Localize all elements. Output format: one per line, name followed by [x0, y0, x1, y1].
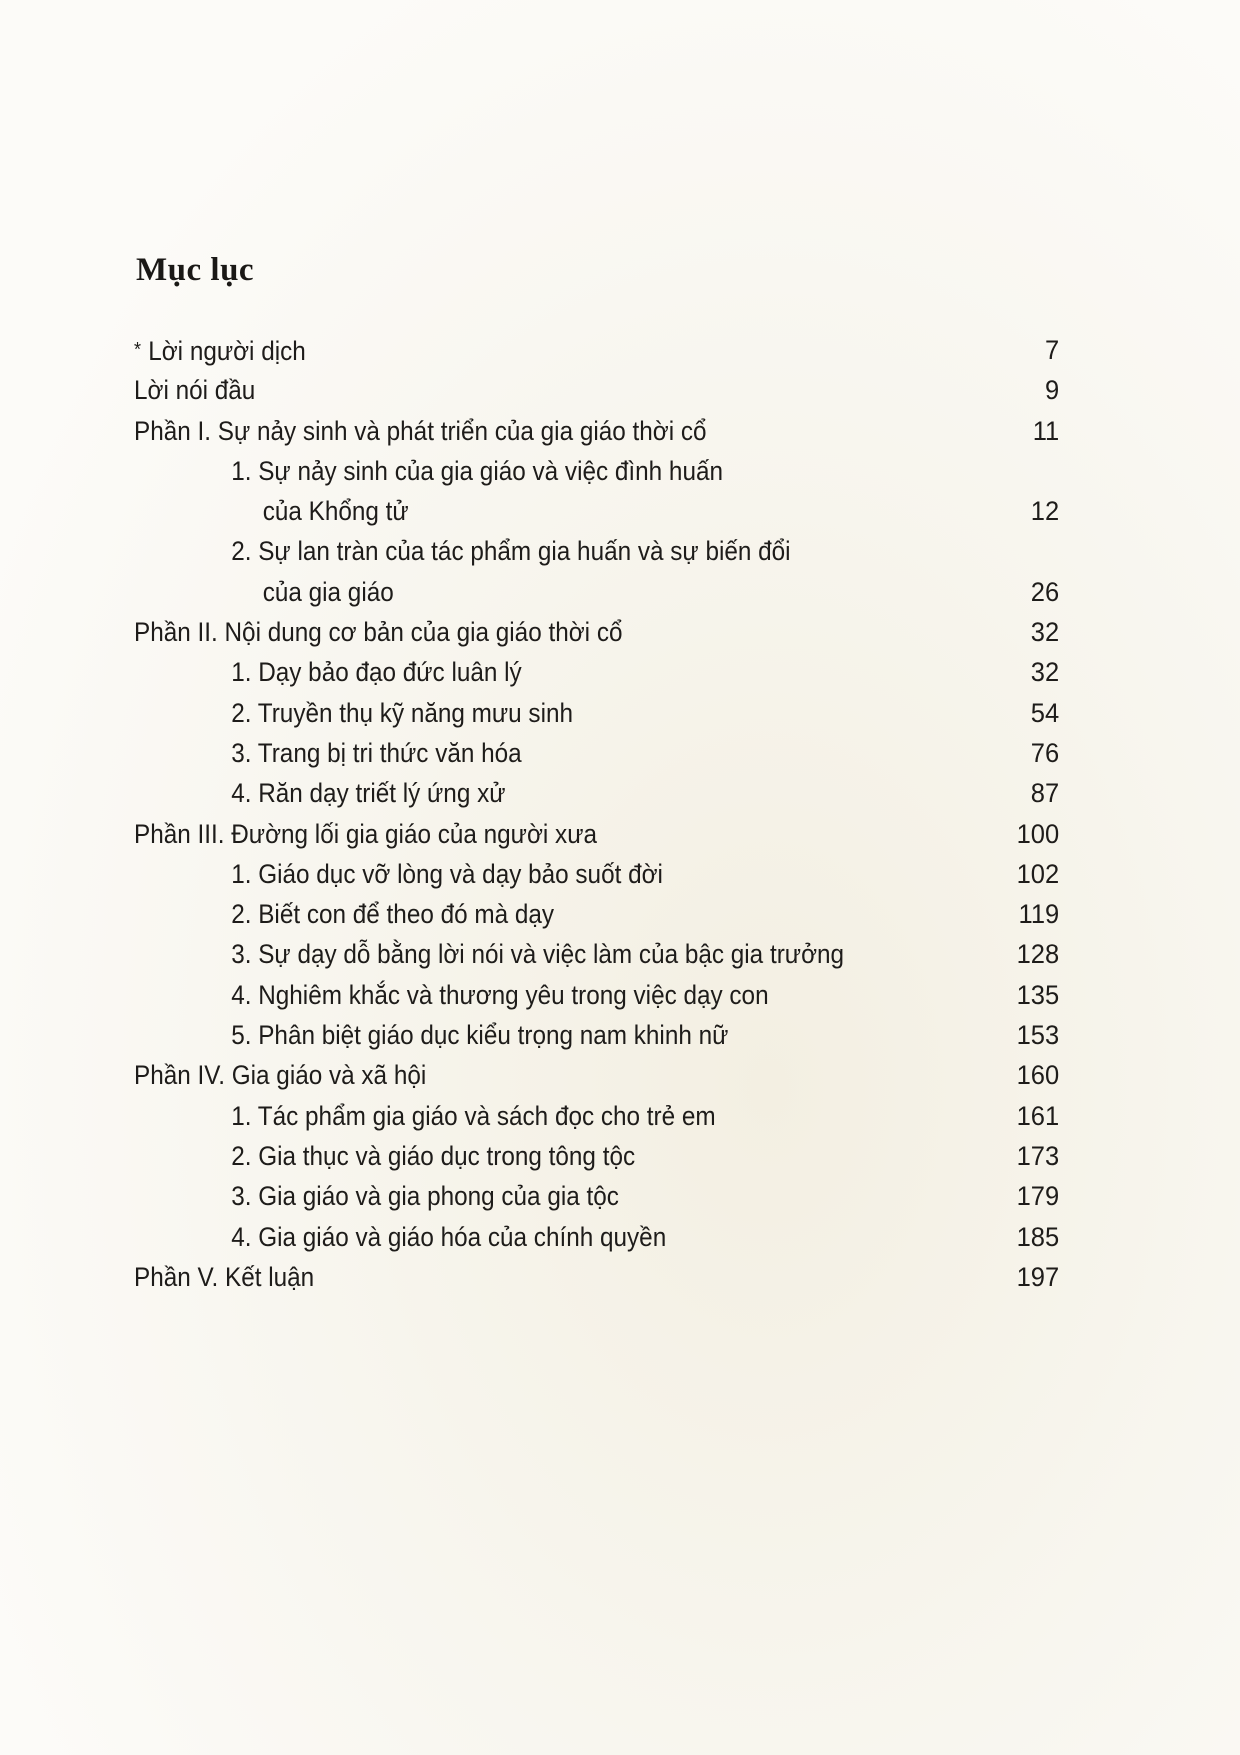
toc-entry-title: của Khổng tử	[262, 496, 409, 527]
toc-entry-title: 1. Tác phẩm gia giáo và sách đọc cho trẻ em	[231, 1100, 716, 1131]
toc-entry	[134, 1015, 1060, 1055]
toc-entry-title: Phần II. Nội dung cơ bản của gia giáo thời cổ	[134, 617, 623, 648]
toc-page-number: 32	[1030, 617, 1060, 648]
table-of-contents	[134, 330, 1062, 1297]
toc-entry	[134, 491, 1060, 531]
toc-page-number: 185	[1016, 1221, 1060, 1252]
toc-entry	[134, 854, 1060, 894]
toc-page-number: 11	[1032, 415, 1060, 446]
toc-entry-title: Phần V. Kết luận	[134, 1261, 315, 1292]
toc-entry-title: Phần IV. Gia giáo và xã hội	[134, 1060, 427, 1091]
toc-page-number: 12	[1030, 496, 1060, 527]
toc-entry-title: Phần III. Đường lối gia giáo của người xưa	[134, 818, 597, 849]
toc-entry	[134, 652, 1060, 692]
toc-entry-title: 5. Phân biệt giáo dục kiểu trọng nam khinh nữ	[231, 1020, 729, 1051]
toc-entry-title: 4. Nghiêm khắc và thương yêu trong việc dạy con	[231, 979, 769, 1010]
toc-entry-title: 1. Giáo dục vỡ lòng và dạy bảo suốt đời	[231, 858, 663, 889]
toc-entry	[134, 814, 1060, 854]
toc-entry	[134, 531, 969, 571]
toc-entry	[134, 370, 1060, 410]
toc-entry	[134, 1257, 1060, 1297]
toc-page-number: 76	[1030, 737, 1060, 768]
toc-entry-title: của gia giáo	[262, 576, 394, 607]
toc-entry	[134, 693, 1060, 733]
toc-page-number: 179	[1016, 1181, 1060, 1212]
toc-page-number: 135	[1016, 979, 1060, 1010]
toc-entry-title: 3. Sự dạy dỗ bằng lời nói và việc làm của bậc gia trưởng	[231, 939, 845, 970]
toc-entry-title: 4. Gia giáo và giáo hóa của chính quyền	[231, 1221, 667, 1252]
toc-entry	[134, 1136, 1060, 1176]
toc-entry-title: Lời nói đầu	[134, 375, 256, 406]
toc-page-number: 161	[1016, 1100, 1060, 1131]
toc-page-number: 173	[1016, 1140, 1060, 1171]
toc-entry-title: 1. Sự nảy sinh của gia giáo và việc đình huấn	[231, 455, 723, 486]
toc-entry-title: 4. Răn dạy triết lý ứng xử	[231, 778, 506, 809]
toc-entry-title: 2. Truyền thụ kỹ năng mưu sinh	[231, 697, 574, 728]
toc-page-number: 32	[1030, 657, 1060, 688]
toc-entry-title: Lời người dịch	[148, 336, 306, 366]
toc-page-number: 128	[1016, 939, 1060, 970]
toc-entry-title: Phần I. Sự nảy sinh và phát triển của gia giáo thời cổ	[134, 415, 707, 446]
toc-entry	[134, 451, 969, 491]
toc-page-number: 9	[1044, 375, 1060, 406]
asterisk-marker: *	[134, 339, 142, 361]
toc-entry	[134, 330, 1060, 370]
toc-page-number: 87	[1030, 778, 1060, 809]
page-title: Mục lục	[136, 252, 255, 288]
toc-entry	[134, 612, 1060, 652]
toc-entry-title: 3. Trang bị tri thức văn hóa	[231, 737, 522, 768]
toc-entry	[134, 572, 1060, 612]
toc-entry-title: 2. Gia thục và giáo dục trong tông tộc	[231, 1140, 636, 1171]
toc-page-number: 160	[1016, 1060, 1060, 1091]
toc-entry	[134, 934, 1060, 974]
toc-page-number: 100	[1016, 818, 1060, 849]
toc-page-number: 153	[1016, 1020, 1060, 1051]
toc-entry	[134, 1096, 1060, 1136]
toc-entry	[134, 894, 1060, 934]
toc-page-number: 102	[1016, 858, 1060, 889]
toc-entry	[134, 1217, 1060, 1257]
toc-page-number: 119	[1018, 899, 1060, 930]
toc-page-number: 26	[1030, 576, 1060, 607]
toc-page-number: 54	[1030, 697, 1060, 728]
toc-entry	[134, 975, 1060, 1015]
toc-entry-title: 1. Dạy bảo đạo đức luân lý	[231, 657, 522, 688]
toc-entry	[134, 411, 1060, 451]
toc-entry	[134, 1176, 1060, 1216]
toc-page-number: 7	[1044, 335, 1060, 365]
toc-page-number: 197	[1016, 1261, 1060, 1292]
toc-entry	[134, 733, 1060, 773]
toc-entry-title: 3. Gia giáo và gia phong của gia tộc	[231, 1181, 619, 1212]
toc-entry-title: 2. Biết con để theo đó mà dạy	[231, 899, 555, 930]
toc-entry	[134, 1055, 1060, 1095]
toc-entry-title: 2. Sự lan tràn của tác phẩm gia huấn và sự biến đổi	[231, 536, 791, 567]
toc-entry	[134, 773, 1060, 813]
